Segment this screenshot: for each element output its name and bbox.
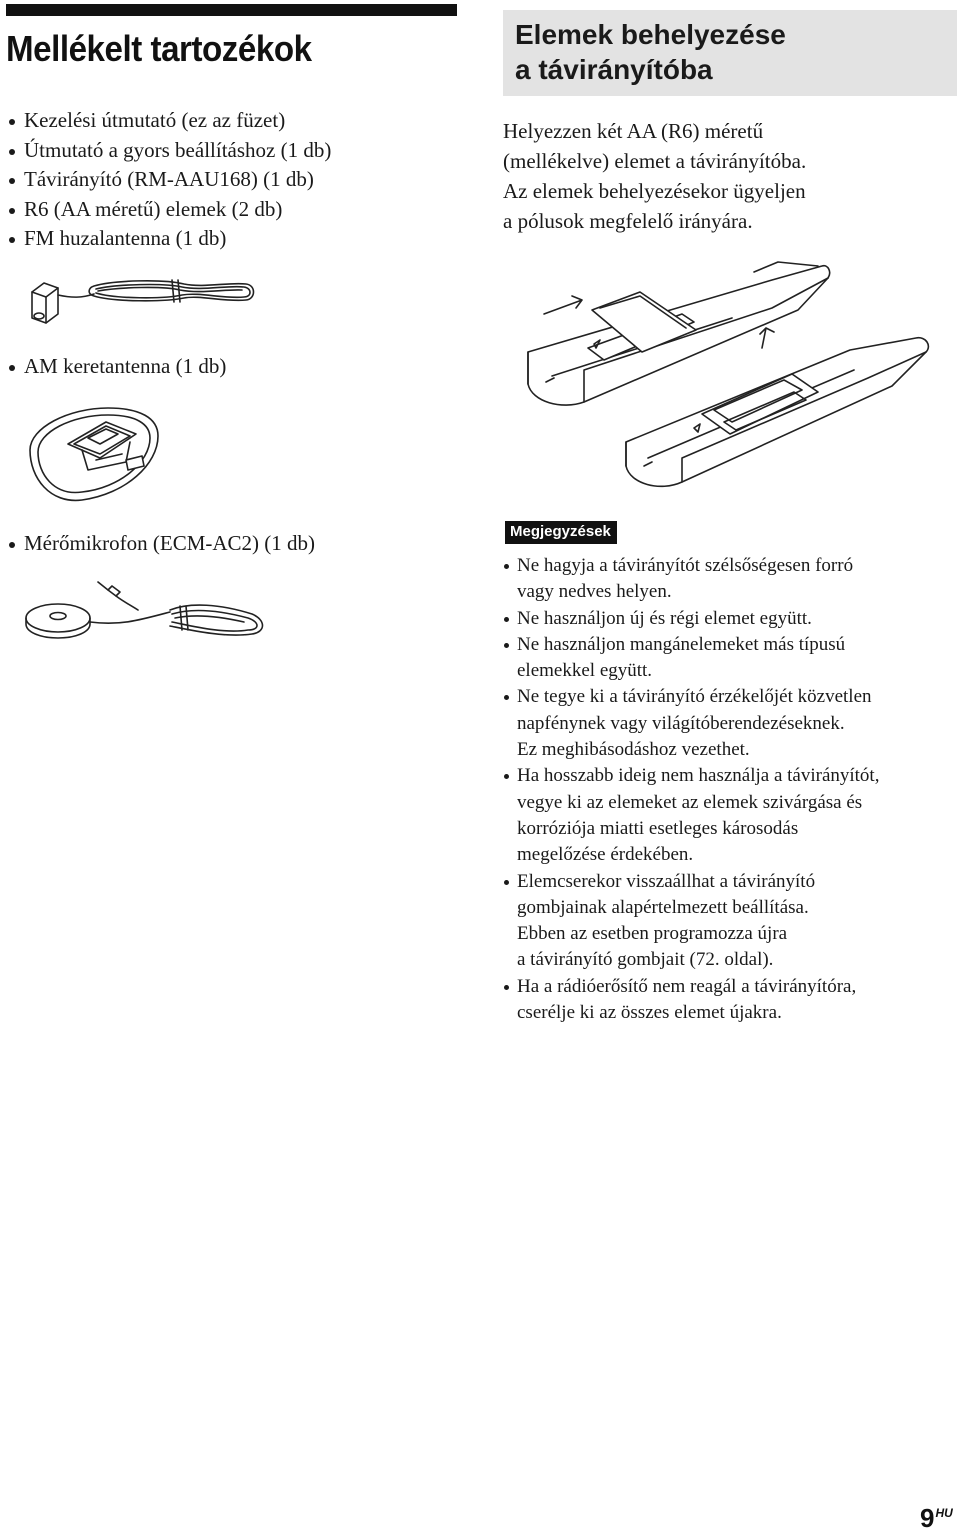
list-item: Útmutató a gyors beállításhoz (1 db) [8, 136, 331, 166]
page-number-value: 9 [920, 1503, 935, 1533]
note-item [503, 606, 958, 632]
section-header [503, 10, 957, 96]
intro-line: a pólusok megfelelő irányára. [503, 209, 753, 233]
note-line: Ne tegye ki a távirányító érzékelőjét közvetlen [517, 686, 872, 708]
calibration-microphone-icon [20, 580, 270, 646]
note-line: gombjainak alapértelmezett beállítása. [517, 896, 809, 918]
am-antenna-list [8, 352, 226, 382]
intro-paragraph [503, 116, 943, 236]
section-title-line2: a távirányítóba [515, 54, 713, 85]
note-line: Ne használjon új és régi elemet együtt. [517, 607, 812, 629]
list-item: R6 (AA méretű) elemek (2 db) [8, 195, 331, 225]
note-item [503, 763, 958, 868]
notes-list [503, 553, 958, 1026]
page-number [920, 1503, 953, 1534]
list-item: Kezelési útmutató (ez az füzet) [8, 106, 331, 136]
note-line: Ez meghibásodáshoz vezethet. [517, 739, 750, 761]
section-title-line1: Elemek behelyezése [515, 19, 786, 50]
fm-wire-antenna-icon [24, 272, 260, 332]
note-line: Ha hosszabb ideig nem használja a távirányítót, [517, 765, 880, 787]
note-line: vagy nedves helyen. [517, 581, 672, 603]
note-line: napfénynek vagy világítóberendezéseknek. [517, 712, 845, 734]
note-line: Ebben az esetben programozza újra [517, 923, 788, 945]
note-line: elemekkel együtt. [517, 660, 653, 682]
note-line: vegye ki az elemeket az elemek szivárgása és [517, 791, 863, 813]
page-title: Mellékelt tartozékok [6, 28, 312, 69]
top-rule [6, 4, 457, 16]
intro-line: Helyezzen két AA (R6) méretű [503, 119, 764, 143]
accessory-list [8, 106, 331, 254]
intro-line: (mellékelve) elemet a távirányítóba. [503, 149, 807, 173]
note-line: Elemcserekor visszaállhat a távirányító [517, 870, 816, 892]
note-line: cserélje ki az összes elemet újakra. [517, 1002, 782, 1024]
list-item: FM huzalantenna (1 db) [8, 224, 331, 254]
note-item [503, 684, 958, 763]
list-item: AM keretantenna (1 db) [8, 352, 226, 382]
note-line: Ne használjon mangánelemeket más típusú [517, 633, 846, 655]
note-item [503, 632, 958, 685]
list-item: Mérőmikrofon (ECM-AC2) (1 db) [8, 529, 315, 559]
section-title [503, 10, 957, 87]
note-line: Ne hagyja a távirányítót szélsőségesen forró [517, 555, 854, 576]
note-item [503, 974, 958, 1027]
intro-line: Az elemek behelyezésekor ügyeljen [503, 179, 806, 203]
list-item: Távirányító (RM-AAU168) (1 db) [8, 165, 331, 195]
note-item [503, 869, 958, 974]
note-line: megelőzése érdekében. [517, 844, 694, 866]
note-line: korróziója miatti esetleges károsodás [517, 817, 799, 839]
am-loop-antenna-icon [22, 400, 164, 508]
remote-battery-insertion-icon [522, 252, 934, 498]
note-item [503, 553, 958, 606]
page-locale: HU [935, 1506, 953, 1521]
notes-label: Megjegyzések [505, 521, 617, 544]
mic-list [8, 529, 315, 559]
note-line: Ha a rádióerősítő nem reagál a távirányítóra, [517, 975, 857, 997]
note-line: a távirányító gombjait (72. oldal). [517, 949, 774, 971]
